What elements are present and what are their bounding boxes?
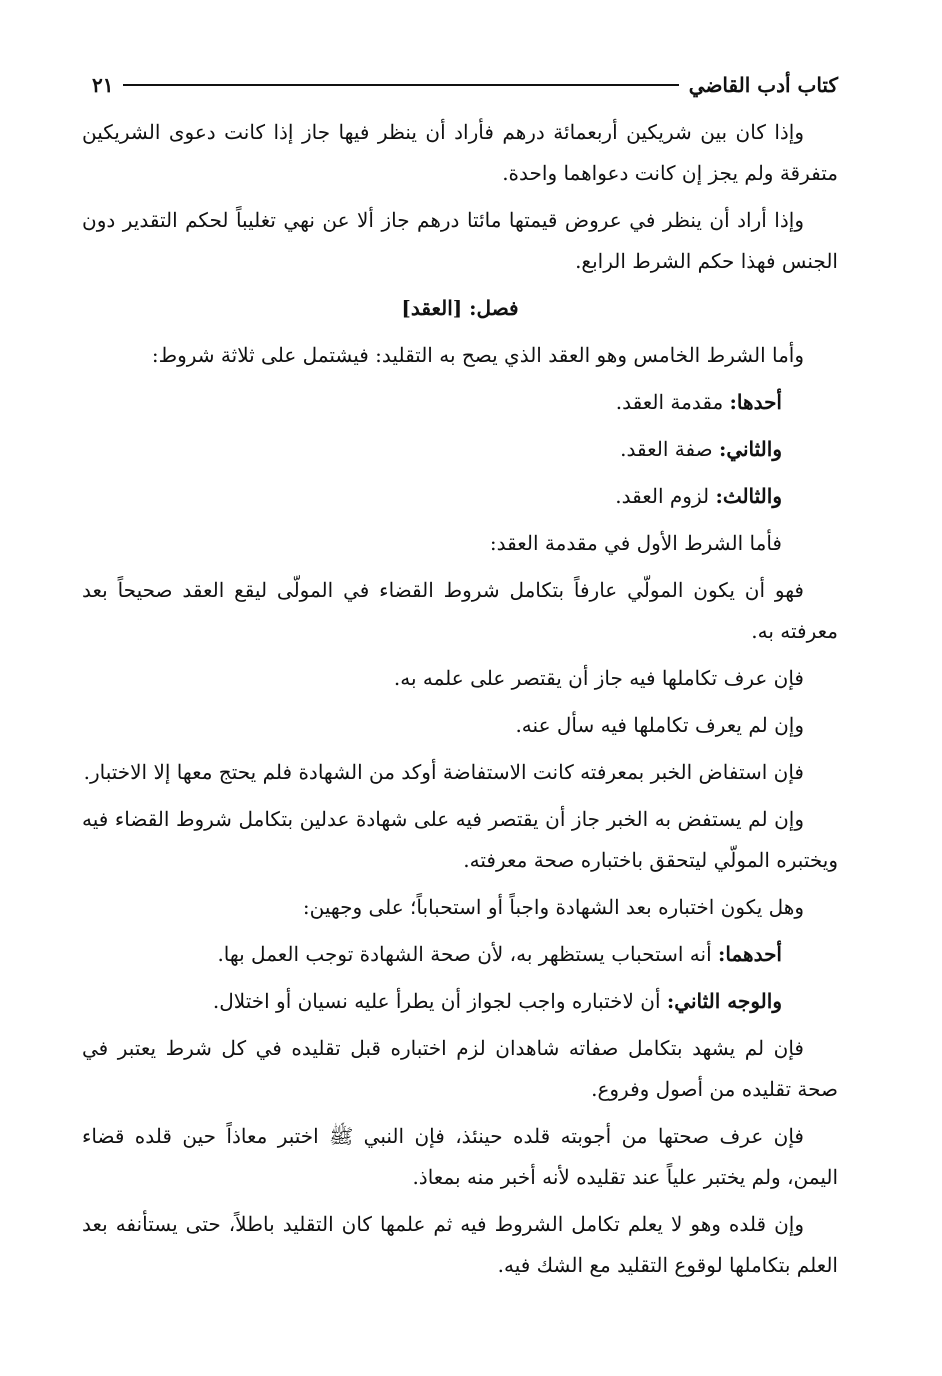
paragraph-15: وإن قلده وهو لا يعلم تكامل الشروط فيه ثم علمها كان التقليد باطلاً، حتى يستأنفه بعد العلم بتكاملها لوقوع التقليد مع الشك فيه. [82,1212,838,1277]
section-heading: فصل: [العقد] [401,296,519,320]
paragraph-1: وإذا كان بين شريكين أربعمائة درهم فأراد أن ينظر فيها جاز إذا كانت دعوى الشريكين متفرقة ولم يجز إن كانت دعواهما واحدة. [82,120,838,185]
paragraph-4: فأما الشرط الأول في مقدمة العقد: [489,531,782,555]
book-title: كتاب أدب القاضي [688,73,838,97]
paragraph-9: وإن لم يستفض به الخبر جاز أن يقتصر فيه على شهادة عدلين بتكامل شروط القضاء فيه ويختبره المولّي ليتحقق باختباره صحة معرفته. [82,807,838,872]
paragraph-12-lead: والوجه الثاني: [666,989,782,1013]
paragraph-12-text: أن لاختباره واجب لجواز أن يطرأ عليه نسيان أو اختلال. [212,989,667,1013]
paragraph-11 [82,934,838,975]
paragraph-13: فإن لم يشهد بتكامل صفاته شاهدان لزم اختباره قبل تقليده في كل شرط يعتبر في صحة تقليده من أصول وفروع. [82,1036,838,1101]
list-item-1-text: مقدمة العقد. [615,390,730,414]
page-body [82,112,838,1292]
paragraph-6: فإن عرف تكاملها فيه جاز أن يقتصر على علمه به. [393,666,804,690]
list-item-2-text: صفة العقد. [620,437,719,461]
list-item-3 [82,476,838,517]
list-item-3-text: لزوم العقد. [615,484,716,508]
list-item-2 [82,429,838,470]
paragraph-11-text: أنه استحباب يستظهر به، لأن صحة الشهادة توجب العمل بها. [217,942,718,966]
list-item-1-lead: أحدها: [729,390,782,414]
paragraph-2: وإذا أراد أن ينظر في عروض قيمتها مائتا درهم جاز ألا عن نهي تغليباً لحكم التقدير دون الجنس فهذا حكم الشرط الرابع. [82,208,838,273]
paragraph-14: فإن عرف صحتها من أجوبته قلده حينئذ، فإن النبي ﷺ اختبر معاذاً حين قلده قضاء اليمن، ولم يختبر علياً عند تقليده لأنه أخبر منه بمعاذ. [82,1124,838,1189]
paragraph-11-lead: أحدهما: [717,942,782,966]
list-item-2-lead: والثاني: [718,437,782,461]
paragraph-8: فإن استفاض الخبر بمعرفته كانت الاستفاضة أوكد من الشهادة فلم يحتج معها إلا الاختبار. [83,760,804,784]
paragraph-7: وإن لم يعرف تكاملها فيه سأل عنه. [515,713,804,737]
list-item-3-lead: والثالث: [715,484,782,508]
page-number: ٢١ [92,73,114,97]
list-item-1 [82,382,838,423]
paragraph-3: وأما الشرط الخامس وهو العقد الذي يصح به التقليد: فيشتمل على ثلاثة شروط: [151,343,804,367]
paragraph-10: وهل يكون اختباره بعد الشهادة واجباً أو استحباباً؛ على وجهين: [302,895,804,919]
paragraph-5: فهو أن يكون المولّي عارفاً بتكامل شروط القضاء في المولّى ليقع العقد صحيحاً بعد معرفته به. [82,578,838,643]
header-rule [123,84,678,86]
paragraph-12 [82,981,838,1022]
running-header [92,68,838,102]
